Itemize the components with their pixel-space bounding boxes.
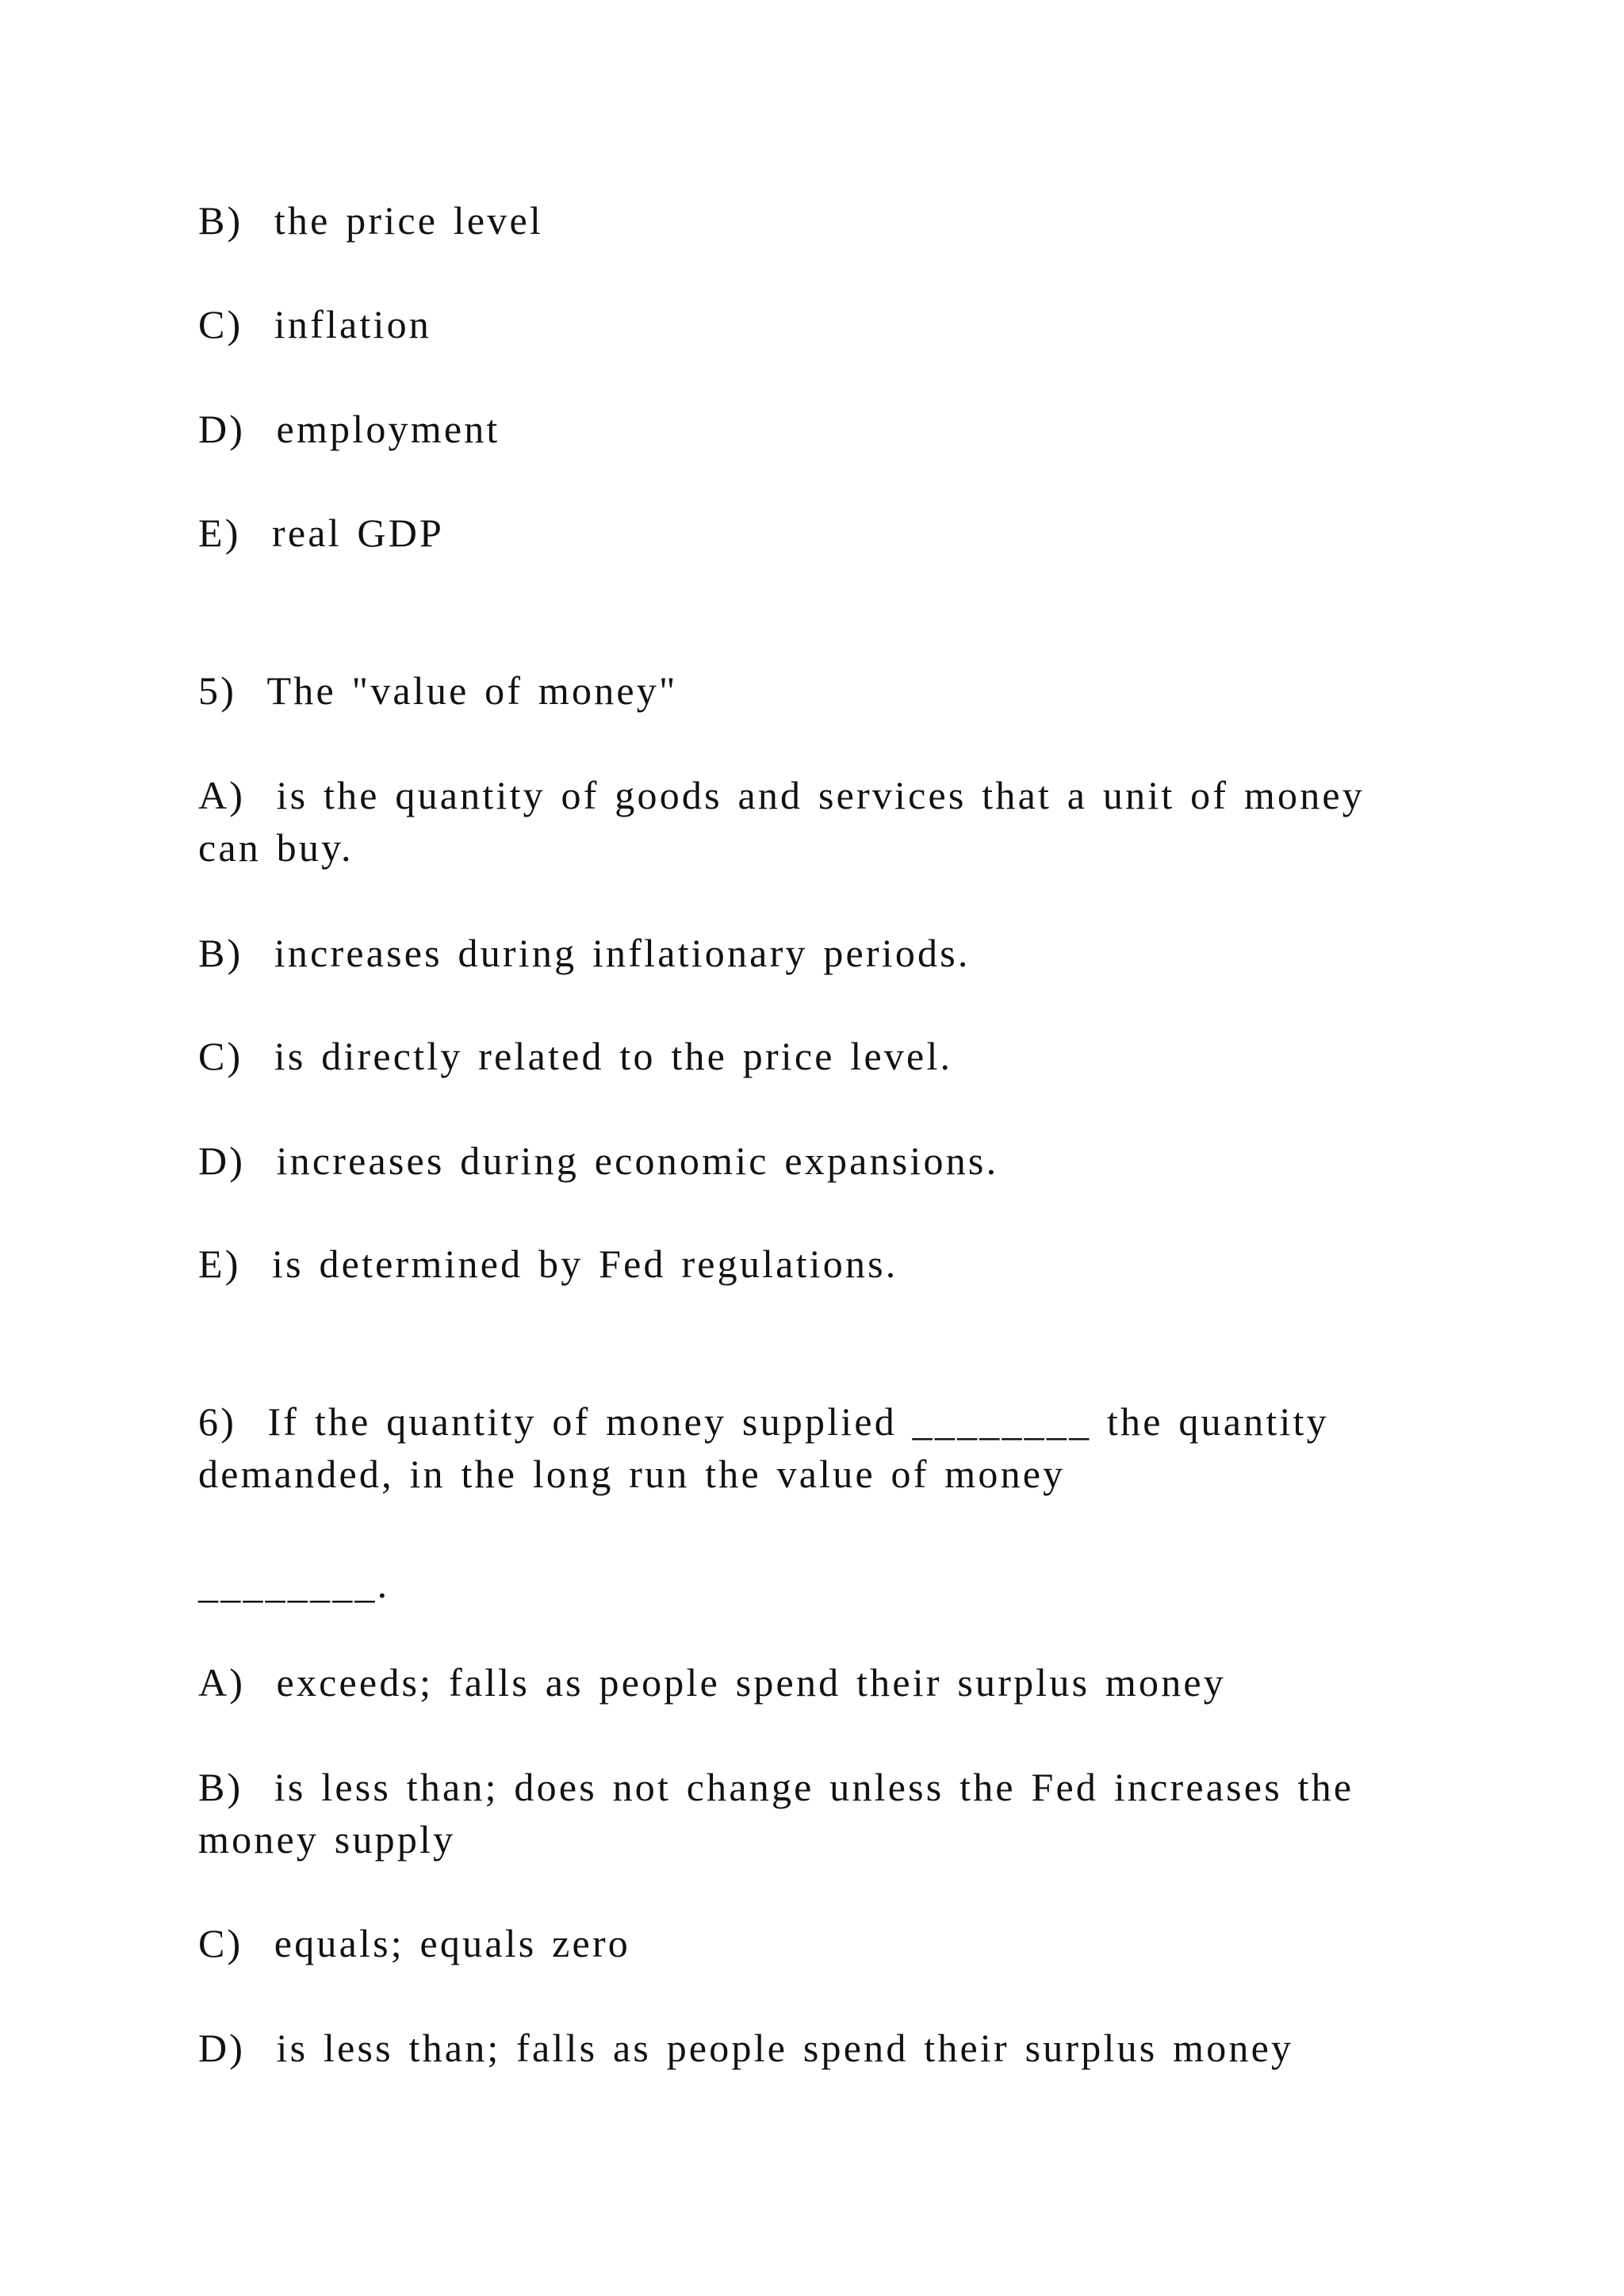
q6-blank: ________. <box>198 1562 390 1606</box>
q6-option-a: A) exceeds; falls as people spend their surplus money <box>198 1660 1227 1705</box>
q5-option-c: C) is directly related to the price level. <box>198 1034 953 1078</box>
q4-option-e: E) real GDP <box>198 511 445 555</box>
q6-question: 6) If the quantity of money supplied ________ the quantity demanded, in the long run the value of money <box>198 1399 1345 1496</box>
q5-option-a: A) is the quantity of goods and services that a unit of money can buy. <box>198 773 1381 870</box>
q5-option-d: D) increases during economic expansions. <box>198 1138 999 1183</box>
q4-option-c: C) inflation <box>198 302 432 346</box>
q6-option-d: D) is less than; falls as people spend their surplus money <box>198 2026 1294 2070</box>
q4-option-b: B) the price level <box>198 198 543 243</box>
q6-option-b: B) is less than; does not change unless the Fed increases the money supply <box>198 1765 1369 1862</box>
q5-question: 5) The "value of money" <box>198 668 678 713</box>
q6-option-c: C) equals; equals zero <box>198 1921 630 1965</box>
q4-option-d: D) employment <box>198 407 500 451</box>
q5-option-e: E) is determined by Fed regulations. <box>198 1242 898 1286</box>
q5-option-b: B) increases during inflationary periods. <box>198 931 971 975</box>
